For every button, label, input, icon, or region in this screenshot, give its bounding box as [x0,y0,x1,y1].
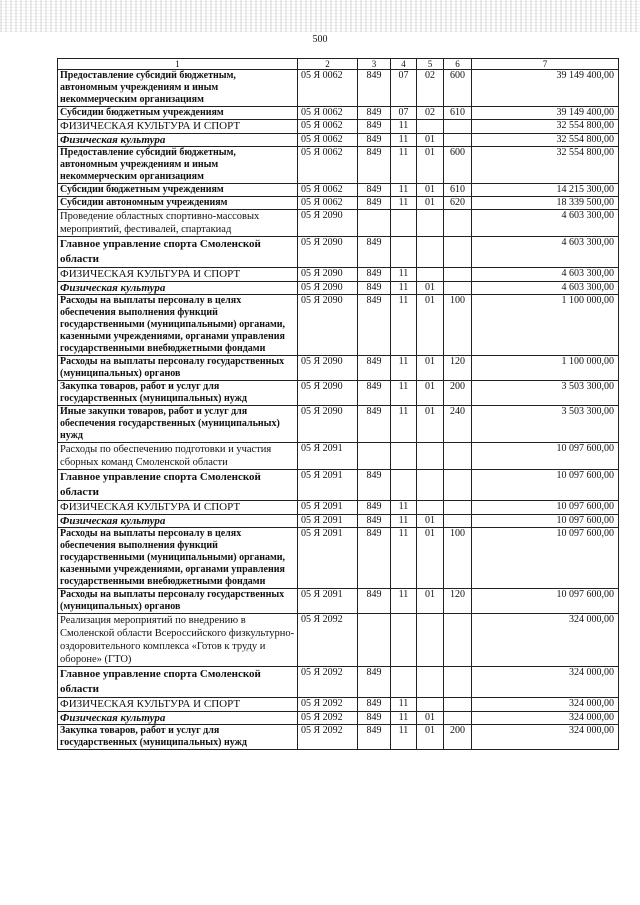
table-row [58,120,619,134]
cell-name: Субсидии бюджетным учреждениям [58,184,298,197]
table-row [58,712,619,725]
table-row [58,528,619,589]
cell-name: Расходы на выплаты персоналу в целях обеспечения выполнения функций государственными (муниципальными) органами, казенными учреждениями, органами управления государственными внебюджетными фондами [58,295,298,356]
cell-ved: 849 [358,406,391,443]
cell-vr [444,470,472,501]
page-number: 500 [312,34,328,45]
cell-code: 05 Я 0062 [298,134,358,147]
cell-sum: 4 603 300,00 [472,210,619,237]
cell-rz [391,443,417,470]
table-row [58,381,619,406]
cell-pr: 01 [417,712,444,725]
table-row [58,197,619,210]
cell-name: Физическая культура [58,134,298,147]
cell-pr [417,210,444,237]
cell-pr [417,614,444,667]
cell-vr: 200 [444,381,472,406]
cell-ved: 849 [358,356,391,381]
cell-vr: 240 [444,406,472,443]
cell-code: 05 Я 2090 [298,268,358,282]
cell-ved: 849 [358,515,391,528]
cell-sum: 18 339 500,00 [472,197,619,210]
cell-sum: 1 100 000,00 [472,295,619,356]
table-row [58,282,619,295]
cell-rz [391,667,417,698]
table-row [58,147,619,184]
cell-ved: 849 [358,237,391,268]
table-row [58,268,619,282]
table-row [58,184,619,197]
cell-code: 05 Я 2092 [298,614,358,667]
header-col-3: 3 [358,59,391,70]
cell-vr [444,515,472,528]
cell-rz: 11 [391,197,417,210]
cell-name: Закупка товаров, работ и услуг для государственных (муниципальных) нужд [58,381,298,406]
table-row [58,470,619,501]
cell-ved: 849 [358,501,391,515]
cell-sum: 3 503 300,00 [472,381,619,406]
cell-code: 05 Я 2092 [298,667,358,698]
cell-pr [417,501,444,515]
cell-pr: 02 [417,70,444,107]
cell-vr: 120 [444,589,472,614]
cell-rz: 11 [391,381,417,406]
cell-sum: 10 097 600,00 [472,515,619,528]
cell-pr: 01 [417,406,444,443]
cell-name: Субсидии бюджетным учреждениям [58,107,298,120]
cell-ved: 849 [358,134,391,147]
cell-ved: 849 [358,295,391,356]
cell-code: 05 Я 2090 [298,210,358,237]
cell-sum: 324 000,00 [472,725,619,750]
cell-pr [417,268,444,282]
table-row [58,295,619,356]
cell-name: Проведение областных спортивно-массовых мероприятий, фестивалей, спартакиад [58,210,298,237]
cell-name: Предоставление субсидий бюджетным, автономным учреждениям и иным некоммерческим организациям [58,70,298,107]
cell-vr [444,134,472,147]
cell-name: Закупка товаров, работ и услуг для государственных (муниципальных) нужд [58,725,298,750]
cell-code: 05 Я 2090 [298,356,358,381]
cell-sum: 10 097 600,00 [472,589,619,614]
cell-pr: 01 [417,589,444,614]
cell-rz: 11 [391,406,417,443]
cell-rz [391,470,417,501]
header-col-6: 6 [444,59,472,70]
cell-sum: 39 149 400,00 [472,70,619,107]
cell-name: ФИЗИЧЕСКАЯ КУЛЬТУРА И СПОРТ [58,268,298,282]
cell-vr [444,443,472,470]
cell-ved: 849 [358,667,391,698]
cell-vr: 610 [444,184,472,197]
cell-ved [358,210,391,237]
cell-rz [391,614,417,667]
cell-vr [444,614,472,667]
cell-pr: 01 [417,197,444,210]
cell-pr [417,698,444,712]
cell-ved: 849 [358,282,391,295]
cell-ved: 849 [358,528,391,589]
cell-name: Расходы на выплаты персоналу государственных (муниципальных) органов [58,589,298,614]
cell-pr: 01 [417,381,444,406]
cell-code: 05 Я 0062 [298,107,358,120]
cell-vr: 120 [444,356,472,381]
cell-vr: 600 [444,70,472,107]
cell-name: Иные закупки товаров, работ и услуг для обеспечения государственных (муниципальных) нужд [58,406,298,443]
table-row [58,107,619,120]
cell-ved: 849 [358,470,391,501]
header-col-5: 5 [417,59,444,70]
cell-name: Главное управление спорта Смоленской области [58,237,298,268]
cell-pr: 01 [417,725,444,750]
table-row [58,210,619,237]
cell-rz: 11 [391,282,417,295]
cell-rz: 11 [391,725,417,750]
cell-rz: 07 [391,70,417,107]
table-row [58,70,619,107]
cell-name: ФИЗИЧЕСКАЯ КУЛЬТУРА И СПОРТ [58,120,298,134]
cell-sum: 39 149 400,00 [472,107,619,120]
cell-sum: 10 097 600,00 [472,443,619,470]
cell-pr: 01 [417,295,444,356]
cell-name: Физическая культура [58,712,298,725]
cell-code: 05 Я 2092 [298,698,358,712]
cell-sum: 324 000,00 [472,667,619,698]
cell-vr [444,501,472,515]
cell-code: 05 Я 2091 [298,589,358,614]
cell-sum: 32 554 800,00 [472,147,619,184]
cell-code: 05 Я 0062 [298,197,358,210]
cell-name: Расходы по обеспечению подготовки и участия сборных команд Смоленской области [58,443,298,470]
table-row [58,667,619,698]
table-row [58,134,619,147]
cell-pr [417,470,444,501]
cell-code: 05 Я 0062 [298,184,358,197]
cell-pr [417,237,444,268]
header-row [58,59,619,70]
cell-name: ФИЗИЧЕСКАЯ КУЛЬТУРА И СПОРТ [58,501,298,515]
cell-rz: 11 [391,515,417,528]
cell-rz: 11 [391,528,417,589]
cell-pr: 01 [417,515,444,528]
cell-rz [391,237,417,268]
cell-sum: 324 000,00 [472,712,619,725]
cell-rz: 11 [391,698,417,712]
cell-code: 05 Я 2090 [298,406,358,443]
cell-name: Субсидии автономным учреждениям [58,197,298,210]
cell-pr [417,120,444,134]
cell-rz: 11 [391,295,417,356]
cell-rz: 07 [391,107,417,120]
cell-vr [444,712,472,725]
cell-vr: 100 [444,528,472,589]
cell-sum: 1 100 000,00 [472,356,619,381]
cell-sum: 4 603 300,00 [472,282,619,295]
cell-sum: 14 215 300,00 [472,184,619,197]
table-row [58,515,619,528]
cell-vr: 200 [444,725,472,750]
table-row [58,589,619,614]
cell-code: 05 Я 2091 [298,443,358,470]
header-col-2: 2 [298,59,358,70]
cell-ved: 849 [358,197,391,210]
cell-sum: 10 097 600,00 [472,528,619,589]
cell-pr: 01 [417,134,444,147]
cell-vr [444,282,472,295]
cell-ved: 849 [358,107,391,120]
cell-pr [417,667,444,698]
cell-vr [444,667,472,698]
cell-name: Предоставление субсидий бюджетным, автономным учреждениям и иным некоммерческим организациям [58,147,298,184]
table-row [58,614,619,667]
cell-vr [444,237,472,268]
cell-pr: 01 [417,184,444,197]
cell-pr: 01 [417,282,444,295]
cell-ved: 849 [358,120,391,134]
cell-vr [444,268,472,282]
cell-code: 05 Я 0062 [298,120,358,134]
cell-name: Расходы на выплаты персоналу в целях обеспечения выполнения функций государственными (муниципальными) органами, казенными учреждениями, органами управления государственными внебюджетными фондами [58,528,298,589]
cell-ved: 849 [358,698,391,712]
cell-code: 05 Я 2090 [298,237,358,268]
cell-code: 05 Я 0062 [298,147,358,184]
cell-rz: 11 [391,589,417,614]
cell-code: 05 Я 0062 [298,70,358,107]
scan-artifact-strip [0,0,640,32]
table-row [58,698,619,712]
cell-rz: 11 [391,712,417,725]
cell-vr [444,120,472,134]
cell-vr: 620 [444,197,472,210]
cell-rz [391,210,417,237]
cell-name: Реализация мероприятий по внедрению в Смоленской области Всероссийского физкультурно-оздоровительного комплекса «Готов к труду и обороне» (ГТО) [58,614,298,667]
cell-sum: 32 554 800,00 [472,134,619,147]
table-row [58,356,619,381]
header-col-1: 1 [58,59,298,70]
cell-rz: 11 [391,184,417,197]
table-row [58,443,619,470]
budget-table [57,58,619,750]
table-row [58,237,619,268]
cell-ved: 849 [358,725,391,750]
cell-code: 05 Я 2092 [298,712,358,725]
cell-sum: 324 000,00 [472,614,619,667]
cell-name: Расходы на выплаты персоналу государственных (муниципальных) органов [58,356,298,381]
cell-rz: 11 [391,356,417,381]
cell-vr: 610 [444,107,472,120]
table-row [58,725,619,750]
cell-pr: 02 [417,107,444,120]
header-col-7: 7 [472,59,619,70]
cell-ved: 849 [358,184,391,197]
cell-name: Физическая культура [58,515,298,528]
cell-sum: 4 603 300,00 [472,237,619,268]
cell-sum: 324 000,00 [472,698,619,712]
cell-rz: 11 [391,134,417,147]
cell-name: Главное управление спорта Смоленской области [58,667,298,698]
cell-sum: 4 603 300,00 [472,268,619,282]
table-row [58,501,619,515]
cell-ved: 849 [358,268,391,282]
cell-sum: 3 503 300,00 [472,406,619,443]
cell-code: 05 Я 2091 [298,528,358,589]
header-col-4: 4 [391,59,417,70]
cell-pr: 01 [417,528,444,589]
cell-pr: 01 [417,147,444,184]
cell-sum: 10 097 600,00 [472,501,619,515]
cell-vr [444,698,472,712]
cell-code: 05 Я 2091 [298,470,358,501]
cell-name: ФИЗИЧЕСКАЯ КУЛЬТУРА И СПОРТ [58,698,298,712]
cell-pr [417,443,444,470]
cell-ved: 849 [358,70,391,107]
cell-ved: 849 [358,712,391,725]
cell-code: 05 Я 2090 [298,295,358,356]
cell-vr: 100 [444,295,472,356]
cell-code: 05 Я 2090 [298,381,358,406]
cell-code: 05 Я 2090 [298,282,358,295]
cell-name: Главное управление спорта Смоленской области [58,470,298,501]
cell-ved [358,614,391,667]
cell-rz: 11 [391,120,417,134]
cell-ved: 849 [358,147,391,184]
cell-ved: 849 [358,381,391,406]
cell-rz: 11 [391,147,417,184]
cell-rz: 11 [391,268,417,282]
cell-pr: 01 [417,356,444,381]
cell-code: 05 Я 2092 [298,725,358,750]
cell-vr [444,210,472,237]
cell-ved [358,443,391,470]
cell-rz: 11 [391,501,417,515]
cell-vr: 600 [444,147,472,184]
cell-sum: 10 097 600,00 [472,470,619,501]
cell-name: Физическая культура [58,282,298,295]
cell-ved: 849 [358,589,391,614]
cell-code: 05 Я 2091 [298,501,358,515]
cell-sum: 32 554 800,00 [472,120,619,134]
cell-code: 05 Я 2091 [298,515,358,528]
table-row [58,406,619,443]
